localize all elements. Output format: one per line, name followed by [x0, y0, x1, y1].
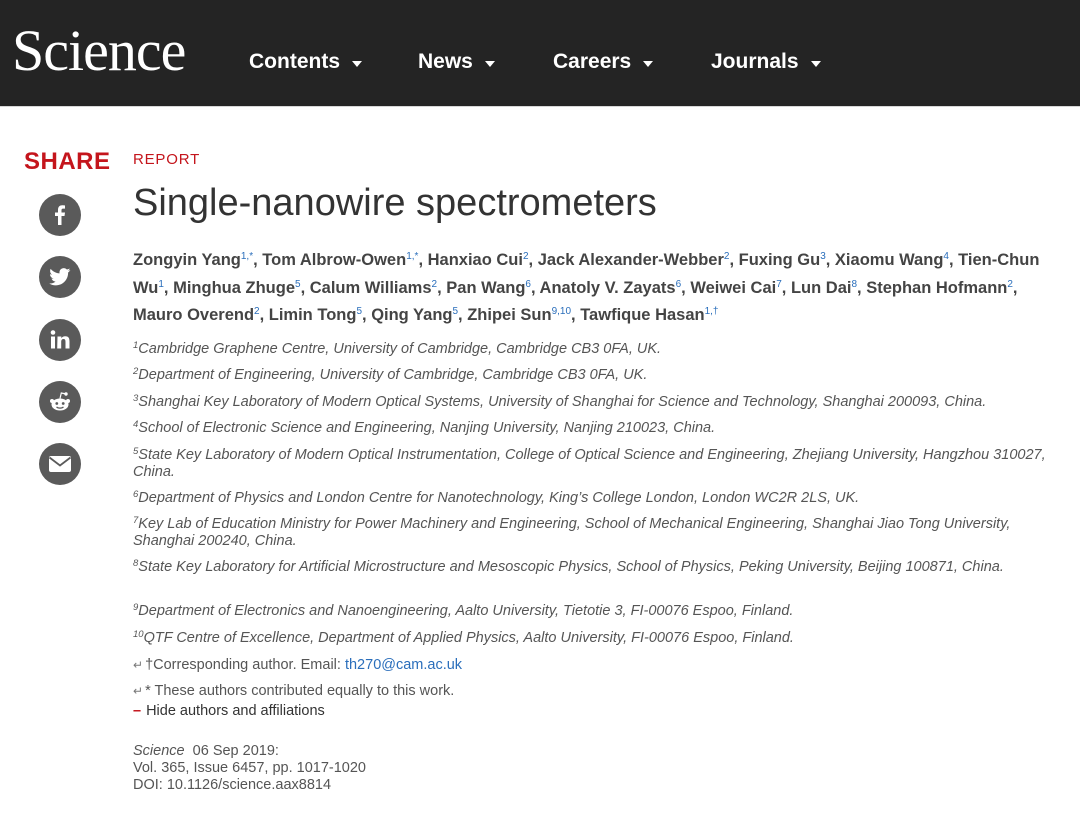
- return-arrow-icon: ↵: [133, 684, 144, 698]
- affiliation-10: [133, 630, 1048, 647]
- author-affiliation-ref[interactable]: 8: [851, 278, 858, 290]
- affiliation-text: Department of Electronics and Nanoengineering, Aalto University, Tietotie 3, FI-00076 Espoo, Finland.: [138, 603, 794, 619]
- email-icon[interactable]: [39, 443, 81, 485]
- author-affiliation-ref[interactable]: 5: [452, 306, 459, 317]
- author-name[interactable]: Xiaomu Wang: [834, 251, 944, 269]
- affiliation-7: [133, 516, 1048, 550]
- corresponding-marker: †Corresponding author. Email:: [145, 657, 345, 673]
- author-name[interactable]: Hanxiao Cui: [427, 251, 523, 269]
- affiliation-5: [133, 447, 1048, 481]
- affiliation-number: 7: [133, 515, 139, 526]
- share-label: SHARE: [24, 148, 111, 175]
- author-affiliation-ref[interactable]: 5: [356, 306, 363, 317]
- nav-contents-label: Contents: [249, 50, 340, 73]
- doi: DOI: 10.1126/science.aax8814: [133, 777, 332, 793]
- author-name[interactable]: Zongyin Yang: [133, 251, 241, 269]
- facebook-icon[interactable]: [39, 194, 81, 236]
- author-name[interactable]: Weiwei Cai: [690, 278, 777, 297]
- affiliation-3: [133, 394, 1048, 411]
- affiliation-number: 5: [133, 446, 139, 457]
- author-affiliation-ref[interactable]: 2: [1007, 278, 1013, 290]
- author-affiliation-ref[interactable]: 4: [943, 251, 949, 262]
- affiliation-text: State Key Laboratory of Modern Optical Instrumentation, College of Optical Science and Engineering, Zhejiang University, Hangzhou 310027, China.: [133, 447, 1046, 480]
- affiliation-number: 9: [133, 602, 139, 613]
- author-affiliation-ref[interactable]: 1,*: [240, 251, 254, 262]
- affiliation-text: State Key Laboratory for Artificial Microstructure and Mesoscopic Physics, School of Physics, Peking University, Beijing 100871, China.: [138, 559, 1004, 575]
- author-name[interactable]: Minghua Zhuge: [173, 278, 295, 297]
- author-name[interactable]: Fuxing Gu: [738, 251, 821, 269]
- journal-name: Science: [133, 743, 185, 759]
- author-name[interactable]: Qing Yang: [371, 306, 453, 324]
- author-affiliation-ref[interactable]: 2: [723, 251, 730, 262]
- article-title: Single-nanowire spectrometers: [133, 182, 657, 224]
- author-name[interactable]: Limin Tong: [268, 306, 357, 324]
- twitter-icon[interactable]: [39, 256, 81, 298]
- hide-authors-toggle[interactable]: [133, 703, 325, 720]
- author-name[interactable]: Zhipei Sun: [467, 306, 552, 324]
- affiliation-text: QTF Centre of Excellence, Department of Applied Physics, Aalto University, FI-00076 Espoo, Finland.: [143, 630, 794, 646]
- author-affiliation-ref[interactable]: 1,†: [704, 306, 719, 317]
- affiliation-text: Department of Engineering, University of Cambridge, Cambridge CB3 0FA, UK.: [138, 367, 648, 383]
- affiliation-number: 4: [133, 419, 139, 430]
- author-name[interactable]: Tien-Chun Wu: [133, 251, 1040, 297]
- author-affiliation-ref[interactable]: 1,*: [406, 251, 419, 262]
- author-list: Zongyin Yang$^{1,*}$, Tom Albrow-Owen$^{1,*}$, Hanxiao Cui$^2$, Jack Alexander-Webber$^2$, Fuxing Gu$^3$, Xiaomu Wang$^4$, Tien-Chun Wu$^1$, Minghua Zhuge$^5$, Calum Williams$^2$, Pan Wang$^6$, Anatoly V. Zayats$^6$, Weiwei Cai$^7$, Lun Dai$^8$, Stephan Hofmann$^2$, Mauro Overend$^2$, Limin Tong$^5$, Qing Yang$^5$, Zhipei Sun$^{9,10}$, Tawfique Hasan$^{1,\dagger}$: [133, 251, 1040, 324]
- author-affiliation-ref[interactable]: 3: [820, 251, 826, 262]
- nav-news[interactable]: [418, 46, 495, 78]
- affiliation-9: [133, 603, 1048, 620]
- author-name[interactable]: Tom Albrow-Owen: [262, 251, 407, 269]
- affiliation-number: 2: [133, 366, 139, 377]
- nav-journals[interactable]: [711, 46, 821, 78]
- chevron-down-icon: [352, 61, 362, 67]
- author-affiliation-ref[interactable]: 1: [158, 278, 164, 290]
- reddit-icon[interactable]: [39, 381, 81, 423]
- affiliation-4: [133, 420, 1048, 437]
- affiliation-number: 8: [133, 558, 139, 569]
- hide-authors-label: Hide authors and affiliations: [146, 703, 325, 719]
- nav-journals-label: Journals: [711, 50, 799, 73]
- return-arrow-icon: ↵: [133, 658, 144, 672]
- affiliation-text: Shanghai Key Laboratory of Modern Optical Systems, University of Shanghai for Science and Technology, Shanghai 200093, China.: [138, 394, 987, 410]
- author-affiliation-ref[interactable]: 9,10: [551, 306, 572, 317]
- author-name[interactable]: Pan Wang: [446, 278, 526, 297]
- affiliation-text: Key Lab of Education Ministry for Power Machinery and Engineering, School of Mechanical Engineering, Shanghai Jiao Tong University, Shanghai 200240, China.: [133, 516, 1011, 549]
- author-affiliation-ref[interactable]: 2: [254, 306, 260, 317]
- affiliation-text: Department of Physics and London Centre for Nanotechnology, King’s College London, London WC2R 2LS, UK.: [138, 490, 860, 506]
- linkedin-icon[interactable]: [39, 319, 81, 361]
- affiliation-number: 1: [133, 340, 139, 351]
- author-affiliation-ref[interactable]: 2: [522, 251, 529, 262]
- affiliation-number: 10: [133, 629, 144, 640]
- citation-block: [133, 743, 366, 794]
- corresponding-email-link[interactable]: th270@cam.ac.uk: [344, 657, 463, 673]
- article-type: REPORT: [133, 151, 201, 168]
- author-affiliation-ref[interactable]: 6: [525, 278, 531, 290]
- author-name[interactable]: Jack Alexander-Webber: [537, 251, 724, 269]
- affiliation-8: [133, 559, 1048, 576]
- volume-info: Vol. 365, Issue 6457, pp. 1017-1020: [133, 760, 366, 776]
- header-divider: [0, 106, 1080, 107]
- top-navigation-bar: [0, 0, 1080, 106]
- nav-careers-label: Careers: [553, 50, 632, 73]
- author-name[interactable]: Calum Williams: [309, 278, 432, 297]
- affiliation-6: [133, 490, 1048, 507]
- science-logo[interactable]: Science: [12, 18, 186, 83]
- minus-icon: –: [133, 703, 142, 719]
- chevron-down-icon: [811, 61, 821, 67]
- author-name[interactable]: Lun Dai: [790, 278, 852, 297]
- nav-contents[interactable]: [249, 46, 362, 78]
- affiliation-1: [133, 341, 1048, 358]
- citation-date-line: [133, 743, 366, 760]
- chevron-down-icon: [643, 61, 653, 67]
- affiliation-number: 3: [133, 393, 139, 404]
- author-affiliation-ref[interactable]: 6: [675, 278, 682, 290]
- equal-contribution-text: * These authors contributed equally to this work.: [145, 683, 455, 699]
- author-name[interactable]: Stephan Hofmann: [866, 278, 1008, 297]
- affiliation-2: [133, 367, 1048, 384]
- affiliation-number: 6: [133, 489, 139, 500]
- author-affiliation-ref[interactable]: 7: [776, 278, 782, 290]
- nav-news-label: News: [418, 50, 473, 73]
- nav-careers[interactable]: [553, 46, 653, 78]
- author-name[interactable]: Mauro Overend: [133, 306, 255, 324]
- equal-contribution-note: [133, 683, 454, 700]
- corresponding-author-note: [133, 657, 462, 674]
- author-name[interactable]: Anatoly V. Zayats: [539, 278, 676, 297]
- author-name[interactable]: Tawfique Hasan: [580, 306, 705, 324]
- affiliation-text: School of Electronic Science and Engineering, Nanjing University, Nanjing 210023, China.: [138, 420, 716, 436]
- affiliation-text: Cambridge Graphene Centre, University of Cambridge, Cambridge CB3 0FA, UK.: [138, 341, 662, 357]
- publication-date: 06 Sep 2019:: [192, 743, 279, 759]
- chevron-down-icon: [485, 61, 495, 67]
- author-affiliation-ref[interactable]: 5: [295, 278, 301, 290]
- author-affiliation-ref[interactable]: 2: [431, 278, 438, 290]
